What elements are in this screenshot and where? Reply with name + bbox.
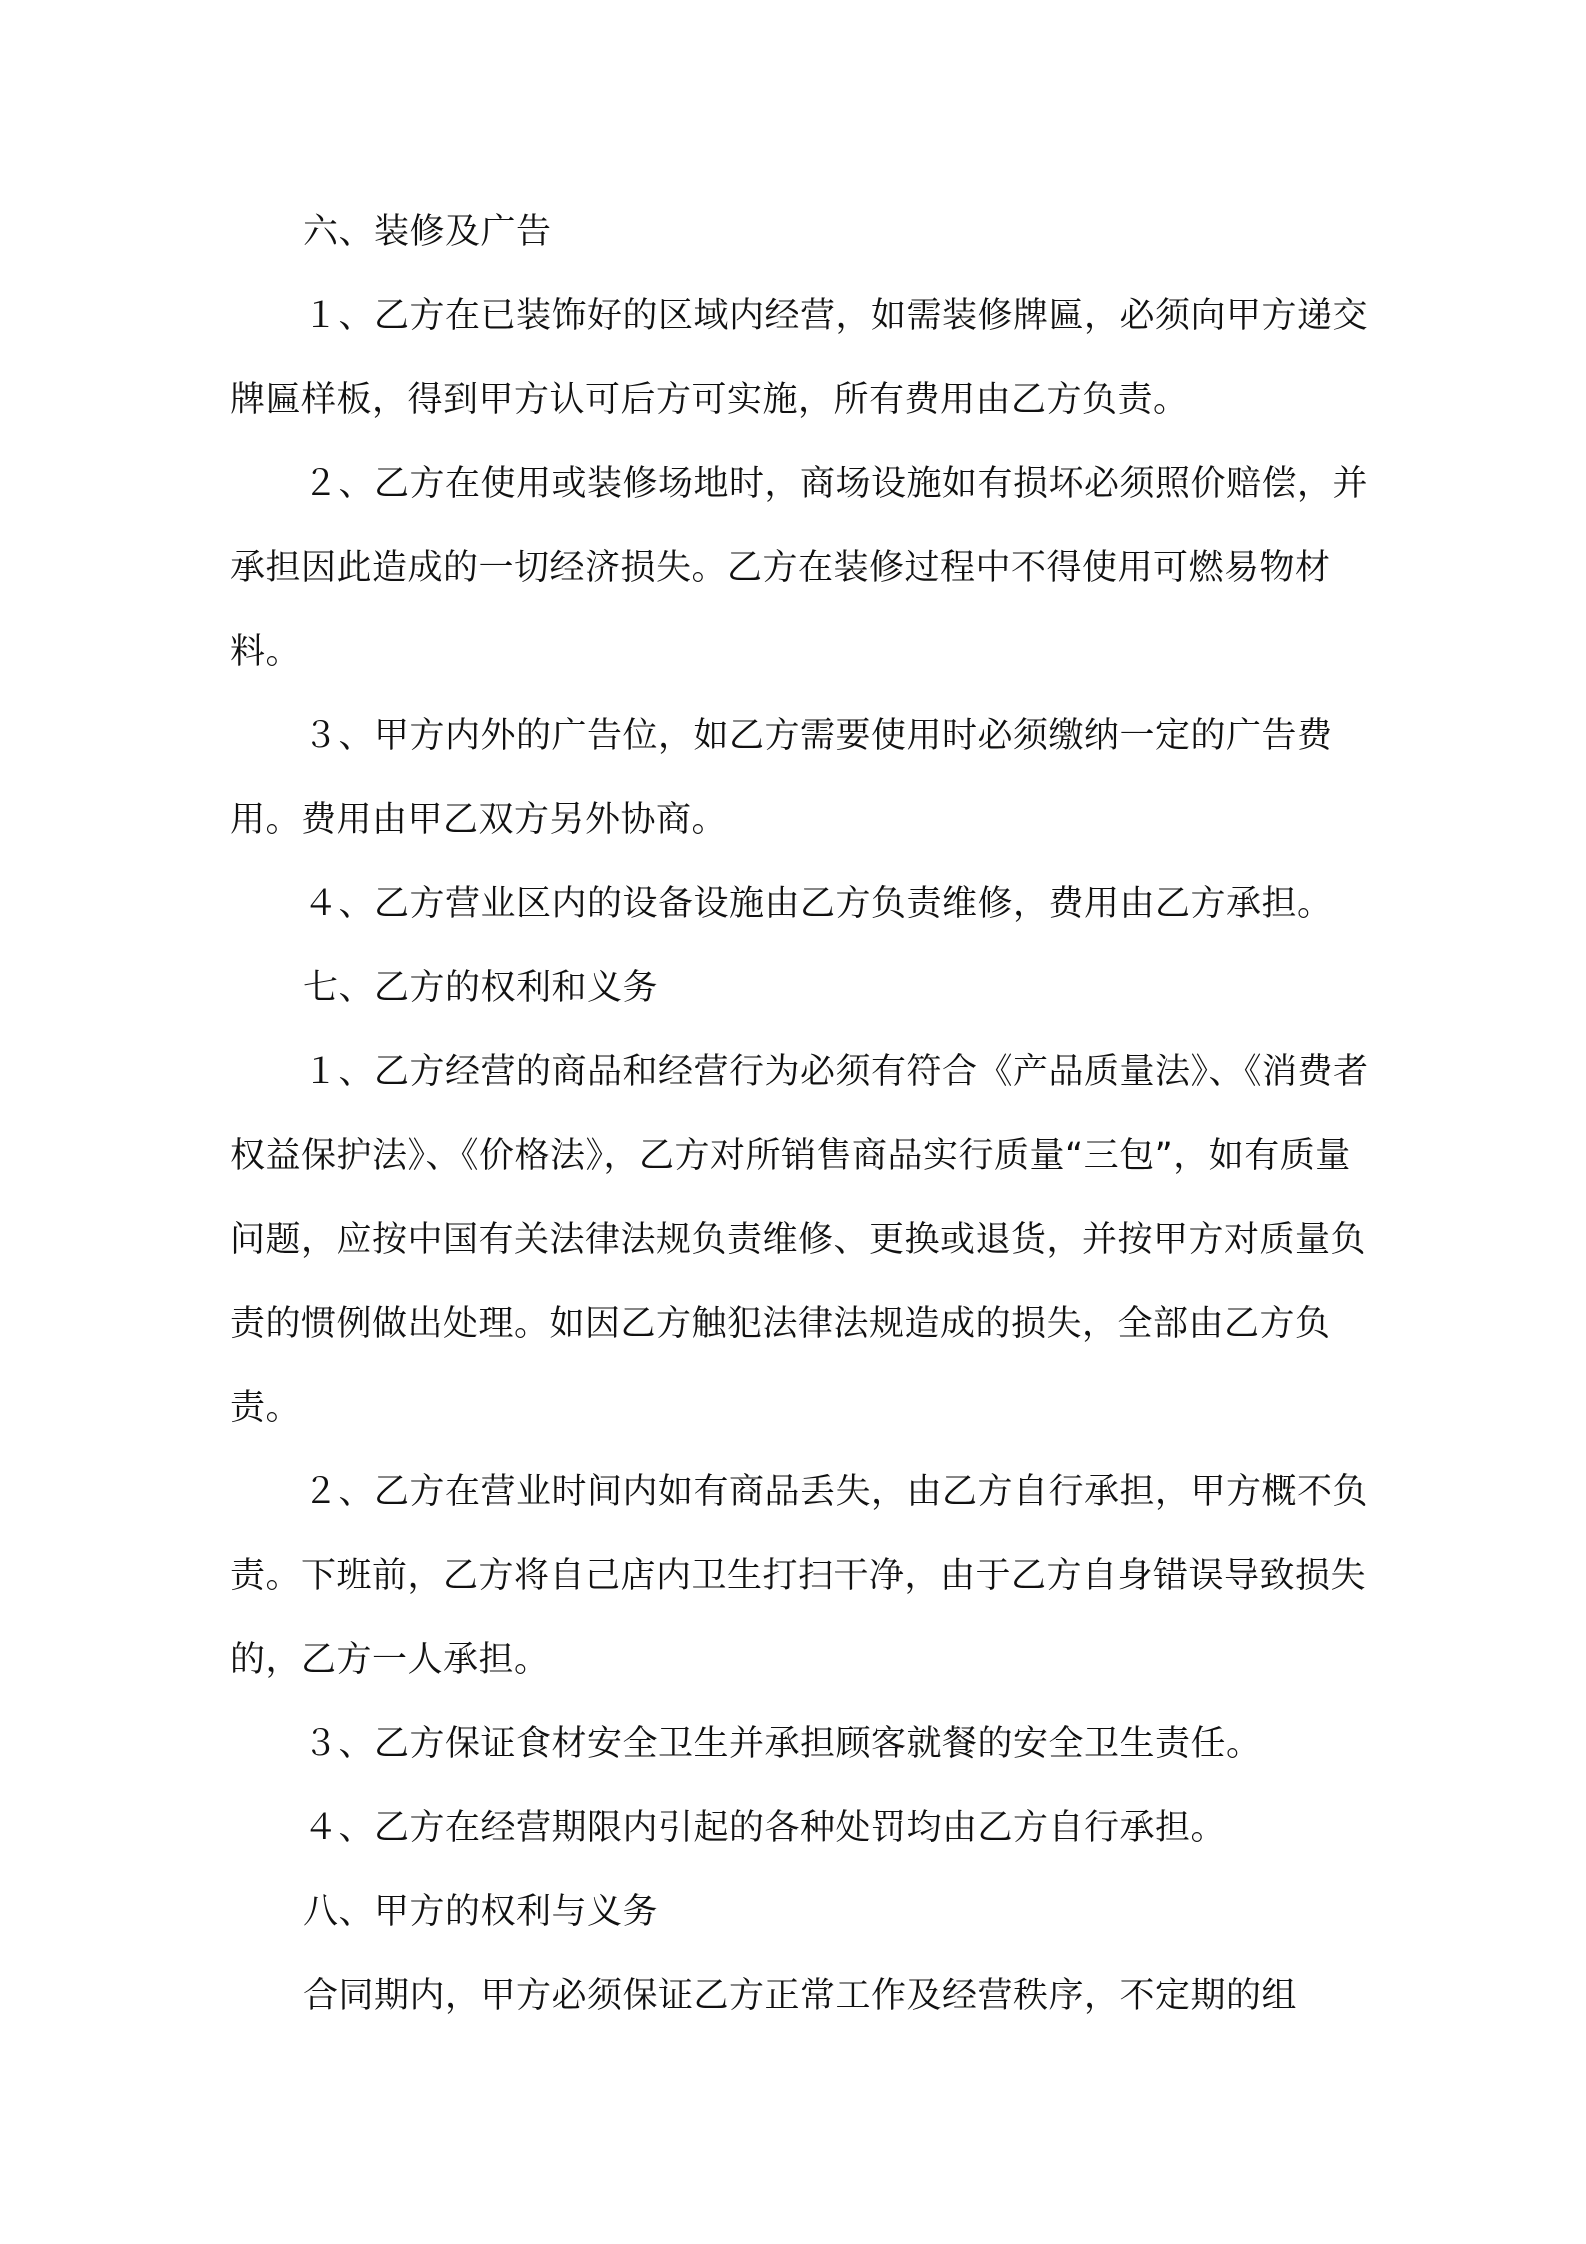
- section-heading-party-a-rights: 八、甲方的权利与义务: [303, 1892, 659, 1932]
- section-heading-renovation-advertising: 六、装修及广告: [303, 212, 552, 252]
- clause-7-1: １、乙方经营的商品和经营行为必须有符合《产品质量法》、《消费者权益保护法》、《价格法》，乙方对所销售商品实行质量“三包”，如有质量问题，应按中国有关法律法规负责维修、更换或退货，并按甲方对质量负责的惯例做出处理。如因乙方触犯法律法规造成的损失，全部由乙方负责。: [230, 1052, 1369, 1428]
- document-body: [230, 190, 1370, 2038]
- clause-6-3: ３、甲方内外的广告位，如乙方需要使用时必须缴纳一定的广告费用。费用由甲乙双方另外协商。: [230, 716, 1333, 840]
- clause-7-3: ３、乙方保证食材安全卫生并承担顾客就餐的安全卫生责任。: [303, 1724, 1262, 1764]
- clause-7-2: ２、乙方在营业时间内如有商品丢失，由乙方自行承担，甲方概不负责。下班前，乙方将自己店内卫生打扫干净，由于乙方自身错误导致损失的，乙方一人承担。: [230, 1472, 1369, 1680]
- clause-6-4: ４、乙方营业区内的设备设施由乙方负责维修，费用由乙方承担。: [303, 884, 1333, 924]
- clause-7-4: ４、乙方在经营期限内引起的各种处罚均由乙方自行承担。: [303, 1808, 1227, 1848]
- clause-6-1: １、乙方在已装饰好的区域内经营，如需装修牌匾，必须向甲方递交牌匾样板，得到甲方认可后方可实施，所有费用由乙方负责。: [230, 296, 1369, 420]
- section-heading-party-b-rights: 七、乙方的权利和义务: [303, 968, 659, 1008]
- clause-8-intro: 合同期内，甲方必须保证乙方正常工作及经营秩序，不定期的组: [303, 1976, 1298, 2016]
- clause-6-2: ２、乙方在使用或装修场地时，商场设施如有损坏必须照价赔偿，并承担因此造成的一切经济损失。乙方在装修过程中不得使用可燃易物材料。: [230, 464, 1369, 672]
